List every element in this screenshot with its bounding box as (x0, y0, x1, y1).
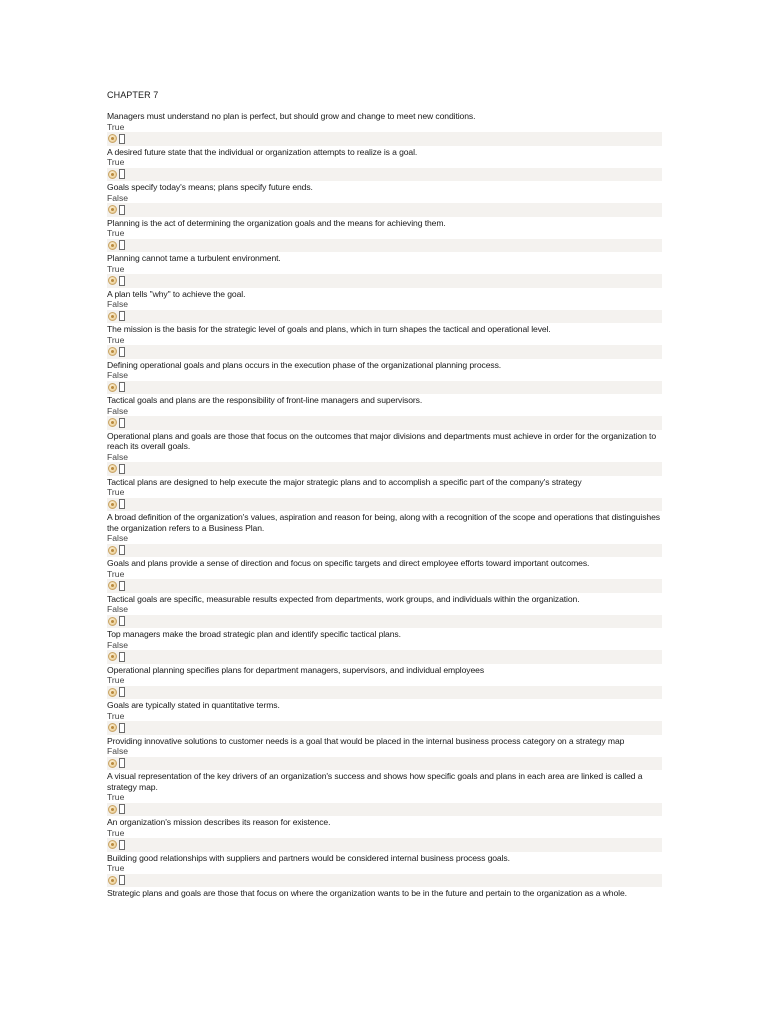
feedback-bar (107, 579, 662, 593)
question-text: Providing innovative solutions to customer needs is a goal that would be placed in the internal business process category on a strategy map (107, 735, 625, 746)
feedback-bar (107, 239, 662, 253)
answer-text: False (107, 405, 129, 416)
question-item (107, 477, 662, 512)
question-item (107, 111, 662, 146)
question-item (107, 888, 662, 899)
answer-text: True (107, 121, 125, 132)
feedback-icon[interactable] (108, 617, 117, 626)
placeholder-box-icon (119, 418, 125, 428)
question-text: Goals specify today's means; plans specify future ends. (107, 182, 313, 192)
feedback-icon[interactable] (108, 347, 117, 356)
answer-text: True (107, 157, 125, 167)
feedback-icon[interactable] (108, 134, 117, 143)
answer-text: False (107, 746, 129, 756)
question-text: Tactical plans are designed to help execute the major strategic plans and to accomplish a specific part of the company's strategy (107, 476, 582, 487)
question-item (107, 736, 662, 771)
feedback-bar (107, 462, 662, 476)
question-item (107, 395, 662, 430)
question-item (107, 665, 662, 700)
question-item (107, 324, 662, 359)
feedback-icon[interactable] (108, 312, 117, 321)
feedback-icon[interactable] (108, 759, 117, 768)
question-text: An organization's mission describes its reason for existence. (107, 817, 331, 827)
feedback-bar (107, 416, 662, 430)
question-text: Planning is the act of determining the organization goals and the means for achieving them. (107, 217, 446, 228)
question-text: A plan tells "why" to achieve the goal. (107, 288, 246, 299)
answer-text: True (107, 487, 125, 497)
question-item (107, 218, 662, 253)
feedback-bar (107, 274, 662, 288)
answer-text: False (107, 451, 129, 462)
question-item (107, 700, 662, 735)
question-item (107, 253, 662, 288)
feedback-icon[interactable] (108, 652, 117, 661)
chapter-title: CHAPTER 7 (107, 90, 159, 100)
placeholder-box-icon (119, 499, 125, 509)
feedback-icon[interactable] (108, 688, 117, 697)
feedback-icon[interactable] (108, 805, 117, 814)
question-item (107, 182, 662, 217)
question-text: Tactical goals and plans are the responsibility of front-line managers and supervisors. (107, 395, 423, 405)
question-item (107, 629, 662, 664)
question-text: A desired future state that the individual or organization attempts to realize is a goal. (107, 146, 418, 157)
answer-text: True (107, 228, 125, 238)
question-item (107, 594, 662, 629)
feedback-bar (107, 203, 662, 217)
answer-text: False (107, 370, 129, 380)
feedback-icon[interactable] (108, 170, 117, 179)
feedback-bar (107, 803, 662, 817)
question-text: Goals and plans provide a sense of direction and focus on specific targets and direct employee efforts toward important outcomes. (107, 558, 590, 568)
feedback-bar (107, 838, 662, 852)
question-text: A broad definition of the organization's values, aspiration and reason for being, along with a recognition of the scope and operations that distinguishes the organization refers to a Business Plan. (107, 512, 660, 533)
feedback-icon[interactable] (108, 418, 117, 427)
placeholder-box-icon (119, 723, 125, 733)
question-text: Defining operational goals and plans occurs in the execution phase of the organizational planning process. (107, 359, 502, 370)
feedback-bar (107, 544, 662, 558)
feedback-icon[interactable] (108, 723, 117, 732)
answer-text: True (107, 675, 125, 685)
question-text: Operational planning specifies plans for department managers, supervisors, and individual employees (107, 664, 485, 675)
question-text: Top managers make the broad strategic plan and identify specific tactical plans. (107, 629, 401, 639)
placeholder-box-icon (119, 169, 125, 179)
answer-text: True (107, 710, 125, 721)
placeholder-box-icon (119, 464, 125, 474)
question-text: Building good relationships with suppliers and partners would be considered internal business process goals. (107, 852, 510, 863)
answer-text: False (107, 192, 129, 203)
feedback-bar (107, 757, 662, 771)
feedback-bar (107, 310, 662, 324)
question-item (107, 431, 662, 476)
feedback-icon[interactable] (108, 205, 117, 214)
question-text: The mission is the basis for the strategic level of goals and plans, which in turn shapes the tactical and operational level. (107, 324, 551, 334)
document-page (107, 90, 662, 899)
placeholder-box-icon (119, 687, 125, 697)
question-item (107, 147, 662, 182)
placeholder-box-icon (119, 545, 125, 555)
feedback-icon[interactable] (108, 840, 117, 849)
answer-text: True (107, 827, 125, 838)
feedback-icon[interactable] (108, 241, 117, 250)
answer-text: True (107, 568, 125, 579)
question-item (107, 771, 662, 816)
feedback-icon[interactable] (108, 500, 117, 509)
feedback-bar (107, 721, 662, 735)
question-text: A visual representation of the key drivers of an organization's success and shows how specific goals and plans in each area are linked is called a strategy map. (107, 771, 643, 792)
answer-text: False (107, 533, 129, 543)
feedback-bar (107, 874, 662, 888)
question-item (107, 512, 662, 557)
feedback-icon[interactable] (108, 464, 117, 473)
answer-text: False (107, 639, 129, 650)
feedback-bar (107, 686, 662, 700)
answer-text: True (107, 863, 125, 873)
question-item (107, 360, 662, 395)
question-item (107, 817, 662, 852)
answer-text: True (107, 792, 125, 802)
question-text: Operational plans and goals are those that focus on the outcomes that major divisions and departments must achieve in order for the organization to reach its overall goals. (107, 430, 656, 451)
feedback-bar (107, 168, 662, 182)
placeholder-box-icon (119, 616, 125, 626)
feedback-bar (107, 345, 662, 359)
placeholder-box-icon (119, 205, 125, 215)
placeholder-box-icon (119, 581, 125, 591)
question-text: Planning cannot tame a turbulent environment. (107, 253, 281, 263)
placeholder-box-icon (119, 382, 125, 392)
placeholder-box-icon (119, 840, 125, 850)
placeholder-box-icon (119, 804, 125, 814)
answer-text: True (107, 263, 125, 274)
feedback-bar (107, 615, 662, 629)
placeholder-box-icon (119, 276, 125, 286)
question-list (107, 111, 662, 899)
question-item (107, 558, 662, 593)
question-item (107, 289, 662, 324)
answer-text: False (107, 299, 129, 309)
feedback-icon[interactable] (108, 581, 117, 590)
feedback-bar (107, 381, 662, 395)
feedback-bar (107, 132, 662, 146)
placeholder-box-icon (119, 875, 125, 885)
feedback-icon[interactable] (108, 546, 117, 555)
feedback-icon[interactable] (108, 383, 117, 392)
question-text: Tactical goals are specific, measurable results expected from departments, work groups, and individuals within the organization. (107, 593, 580, 604)
placeholder-box-icon (119, 758, 125, 768)
placeholder-box-icon (119, 311, 125, 321)
feedback-icon[interactable] (108, 276, 117, 285)
placeholder-box-icon (119, 347, 125, 357)
placeholder-box-icon (119, 652, 125, 662)
placeholder-box-icon (119, 240, 125, 250)
feedback-bar (107, 650, 662, 664)
answer-text: True (107, 334, 125, 345)
question-text: Goals are typically stated in quantitative terms. (107, 700, 280, 710)
feedback-icon[interactable] (108, 876, 117, 885)
question-text: Managers must understand no plan is perfect, but should grow and change to meet new conditions. (107, 111, 476, 121)
placeholder-box-icon (119, 134, 125, 144)
answer-text: False (107, 604, 129, 614)
question-item (107, 853, 662, 888)
question-text: Strategic plans and goals are those that focus on where the organization wants to be in the future and pertain to the organization as a whole. (107, 888, 627, 898)
feedback-bar (107, 498, 662, 512)
